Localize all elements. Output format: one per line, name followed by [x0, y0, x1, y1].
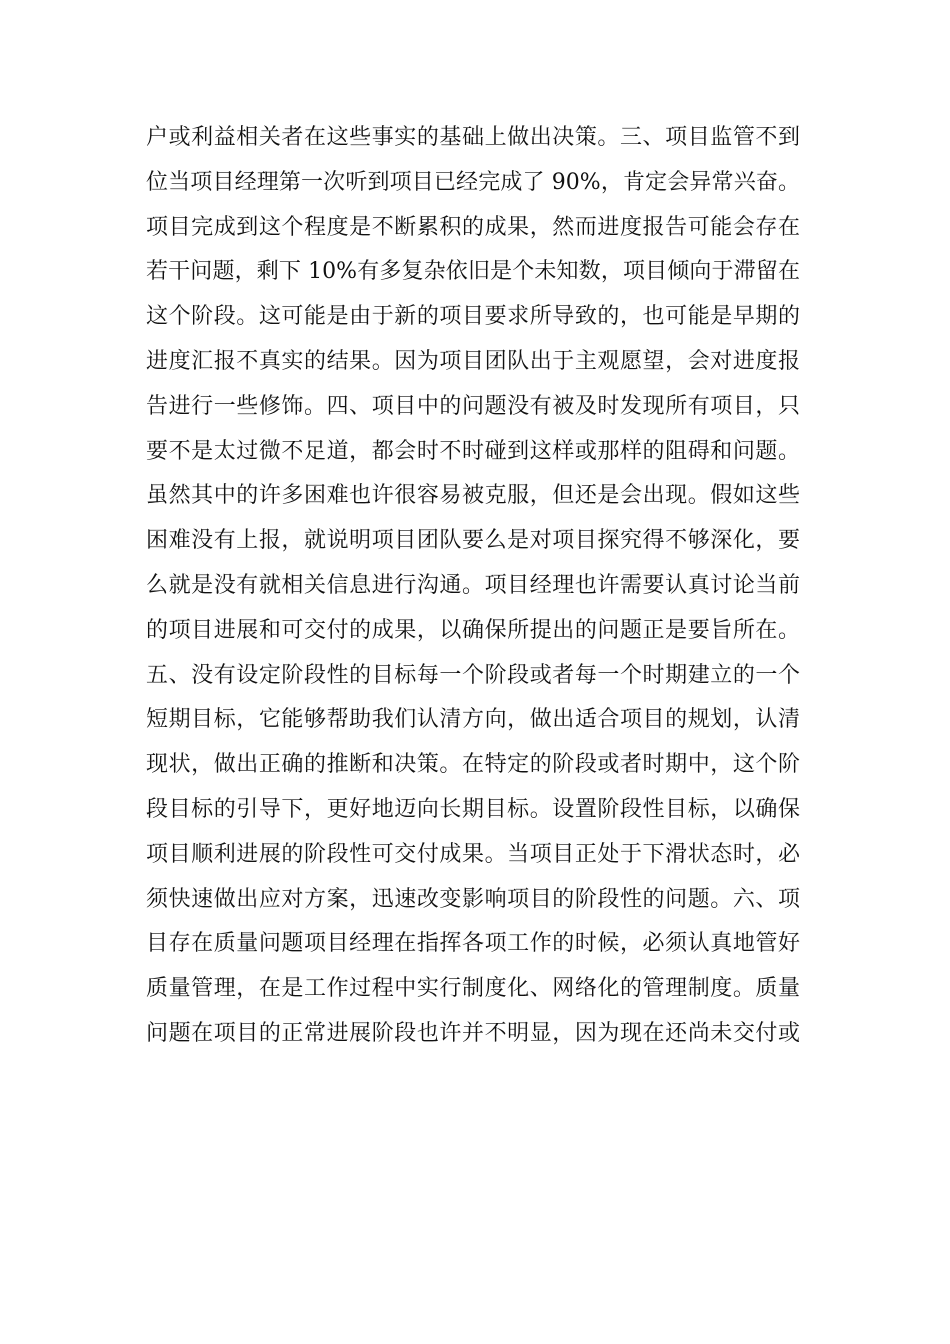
body-text: [146, 116, 800, 1057]
text-line: 困难没有上报，就说明项目团队要么是对项目探究得不够深化，要: [146, 528, 800, 554]
text-line: 虽然其中的许多困难也许很容易被克服，但还是会出现。假如这些: [146, 483, 800, 509]
text-line: 短期目标，它能够帮助我们认清方向，做出适合项目的规划，认清: [146, 707, 800, 733]
text-line: 须快速做出应对方案，迅速改变影响项目的阶段性的问题。六、项: [146, 886, 800, 912]
text-line: 户或利益相关者在这些事实的基础上做出决策。三、项目监管不到: [146, 125, 800, 150]
text-line: 么就是没有就相关信息进行沟通。项目经理也许需要认真讨论当前: [146, 572, 800, 598]
text-line: 问题在项目的正常进展阶段也许并不明显，因为现在还尚未交付或: [146, 1020, 800, 1046]
text-line: 项目完成到这个程度是不断累积的成果，然而进度报告可能会存在: [146, 214, 800, 240]
text-line: 的项目进展和可交付的成果，以确保所提出的问题正是要旨所在。: [146, 617, 800, 643]
text-line: 段目标的引导下，更好地迈向长期目标。设置阶段性目标，以确保: [146, 796, 800, 822]
text-line: 五、没有设定阶段性的目标每一个阶段或者每一个时期建立的一个: [146, 662, 800, 688]
text-line: 目存在质量问题项目经理在指挥各项工作的时候，必须认真地管好: [146, 931, 800, 957]
text-line: 现状，做出正确的推断和决策。在特定的阶段或者时期中，这个阶: [146, 752, 800, 778]
text-line: 告进行一些修饰。四、项目中的问题没有被及时发现所有项目，只: [146, 393, 800, 419]
text-line: 项目顺利进展的阶段性可交付成果。当项目正处于下滑状态时，必: [146, 841, 800, 867]
text-line: 进度汇报不真实的结果。因为项目团队出于主观愿望，会对进度报: [146, 348, 800, 374]
text-line: 若干问题，剩下 10%有多复杂依旧是个未知数，项目倾向于滞留在: [146, 259, 800, 285]
text-line: 要不是太过微不足道，都会时不时碰到这样或那样的阻碍和问题。: [146, 438, 800, 464]
text-line: 这个阶段。这可能是由于新的项目要求所导致的，也可能是早期的: [146, 304, 800, 330]
text-line: 位当项目经理第一次听到项目已经完成了 90%，肯定会异常兴奋。: [146, 169, 800, 195]
text-line: 质量管理，在是工作过程中实行制度化、网络化的管理制度。质量: [146, 976, 800, 1002]
